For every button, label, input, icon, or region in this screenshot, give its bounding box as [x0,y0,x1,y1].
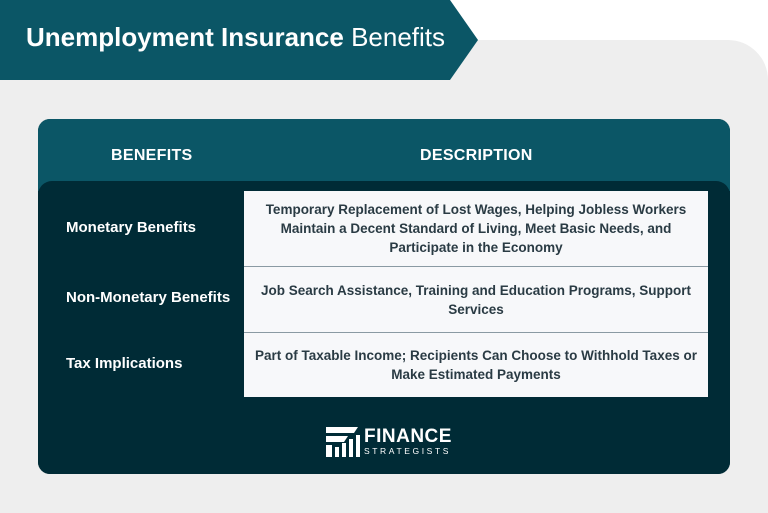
row-label-monetary: Monetary Benefits [66,219,197,236]
header-benefits: BENEFITS [111,147,193,164]
header-description: DESCRIPTION [420,147,533,164]
row-label-non-monetary: Non-Monetary Benefits [66,289,231,306]
logo-text-main: FINANCE [364,425,452,447]
finance-strategists-logo [326,425,452,457]
benefits-table [38,119,730,474]
logo-mark-icon [326,425,360,457]
title-rest: Benefits [343,22,446,52]
row-description-tax: Part of Taxable Income; Recipients Can Choose to Withhold Taxes or Make Estimated Payments [244,333,708,397]
title-bold: Unemployment Insurance [26,22,344,52]
page-title [26,22,445,53]
row-description-monetary: Temporary Replacement of Lost Wages, Helping Jobless Workers Maintain a Decent Standard of Living, Meet Basic Needs, and Participate in the Economy [244,191,708,266]
row-description-non-monetary: Job Search Assistance, Training and Education Programs, Support Services [244,267,708,332]
logo-text-sub: STRATEGISTS [364,445,452,456]
row-label-tax: Tax Implications [66,355,183,372]
